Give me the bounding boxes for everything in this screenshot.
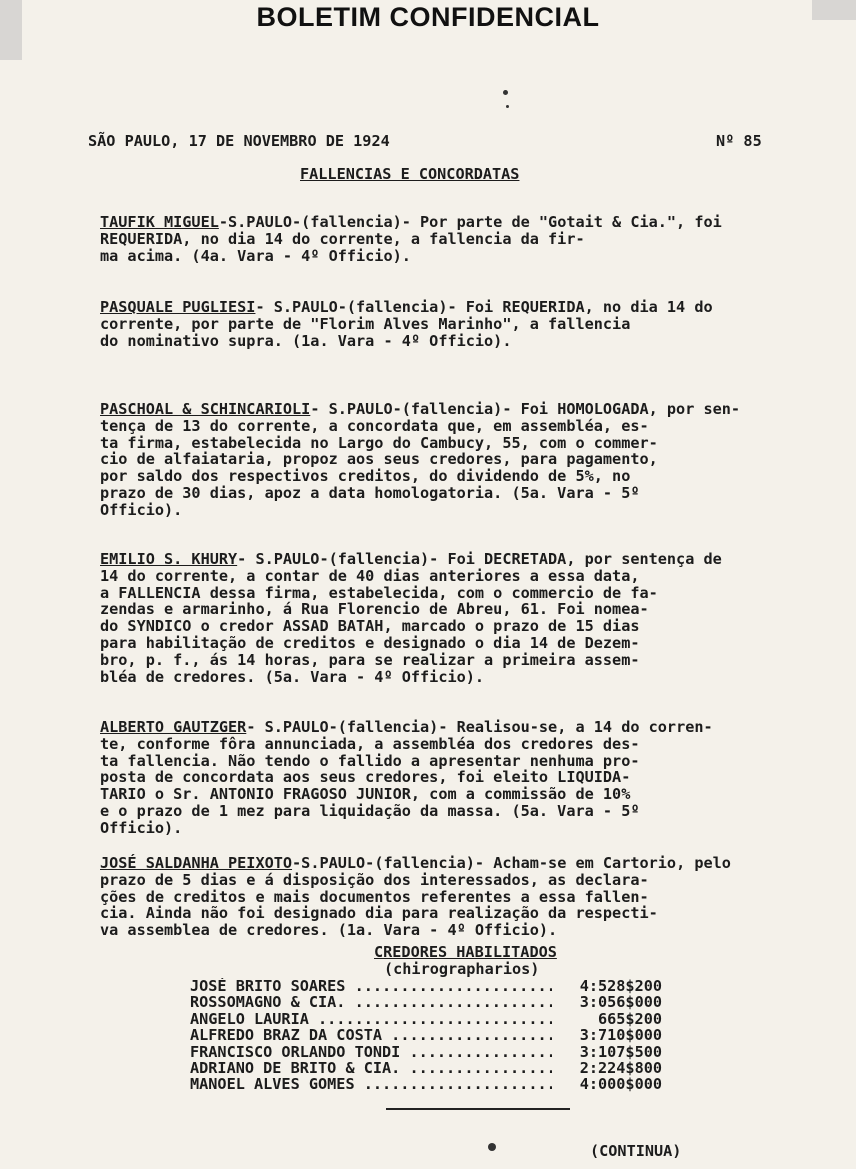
creditor-row [190, 1044, 662, 1060]
section-title: FALLENCIAS E CONCORDATAS [300, 165, 520, 183]
entry-line: prazo de 30 dias, apoz a data homologatoria. (5a. Vara - 5º [100, 483, 640, 502]
entry-line: TARIO o Sr. ANTONIO FRAGOSO JUNIOR, com a commissão de 10% [100, 785, 631, 804]
divider-rule [386, 1108, 570, 1110]
entry-line: posta de concordata aos seus credores, foi eleito LIQUIDA- [100, 768, 631, 787]
entry-line: do nominativo supra. (1a. Vara - 4º Officio). [100, 331, 512, 350]
entry-line: tença de 13 do corrente, a concordata que, em assembléa, es- [100, 416, 649, 435]
entry-line: corrente, por parte de "Florim Alves Marinho", a fallencia [100, 314, 631, 333]
entry-line: ta firma, estabelecida no Largo do Cambucy, 55, com o commer- [100, 433, 658, 452]
entry-name: PASQUALE PUGLIESI [100, 298, 256, 316]
entry-paschoal-schincarioli [100, 401, 820, 519]
entry-name: JOSÉ SALDANHA PEIXOTO [100, 854, 293, 872]
creditor-name: MANOEL ALVES GOMES ..... [190, 1076, 552, 1092]
entry-line: REQUERIDA, no dia 14 do corrente, a fallencia da fir- [100, 229, 585, 248]
creditor-value: 3:056$000 [579, 993, 662, 1012]
entry-alberto-gautzger [100, 719, 820, 837]
creditor-row [190, 1076, 662, 1092]
entry-line: prazo de 5 dias e á disposição dos interessados, as declara- [100, 870, 649, 889]
entry-name: EMILIO S. KHURY [100, 550, 238, 568]
creditor-name: ADRIANO DE BRITO & CIA. ..... [190, 1060, 552, 1076]
creditor-value: 4:528$200 [579, 977, 662, 995]
creditors-title: CREDORES HABILITADOS [374, 943, 557, 961]
entry-line: e o prazo de 1 mez para liquidação da massa. (5a. Vara - 5º [100, 801, 640, 820]
creditor-row [190, 1011, 662, 1027]
ink-mark [506, 105, 509, 108]
entry-pasquale-pugliesi [100, 299, 820, 349]
paper-edge-smudge [812, 0, 856, 20]
entry-first-line: JOSÉ SALDANHA PEIXOTO-S.PAULO-(fallencia)- Acham-se em Cartorio, pelo [100, 854, 731, 872]
entry-first-line: PASQUALE PUGLIESI- S.PAULO-(fallencia)- Foi REQUERIDA, no dia 14 do [100, 298, 713, 316]
entry-first-line: EMILIO S. KHURY- S.PAULO-(fallencia)- Foi DECRETADA, por sentença de [100, 550, 722, 568]
creditor-value: 665$200 [597, 1009, 662, 1028]
entry-jose-saldanha-peixoto [100, 855, 820, 939]
creditor-row [190, 1060, 662, 1076]
entry-line: a FALLENCIA dessa firma, estabelecida, com o commercio de fa- [100, 583, 658, 602]
bulletin-number: Nº 85 [716, 132, 762, 150]
ink-mark [503, 90, 508, 95]
paper-edge-smudge [0, 0, 22, 60]
entry-line: bléa de credores. (5a. Vara - 4º Officio). [100, 667, 485, 686]
entry-first-line: ALBERTO GAUTZGER- S.PAULO-(fallencia)- Realisou-se, a 14 do corren- [100, 718, 713, 736]
entry-first-line: TAUFIK MIGUEL-S.PAULO-(fallencia)- Por parte de "Gotait & Cia.", foi [100, 213, 722, 231]
creditor-name: ROSSOMAGNO & CIA. ..... [190, 994, 552, 1010]
creditor-name: ALFREDO BRAZ DA COSTA ..... [190, 1027, 552, 1043]
entry-line: va assemblea de credores. (1a. Vara - 4º Officio). [100, 921, 558, 940]
entry-name: PASCHOAL & SCHINCARIOLI [100, 400, 311, 418]
document-header: BOLETIM CONFIDENCIAL [256, 2, 600, 32]
creditors-list [190, 978, 662, 1093]
entry-emilio-khury [100, 551, 820, 685]
entry-line: cia. Ainda não foi designado dia para realização da respecti- [100, 904, 658, 923]
creditor-row [190, 978, 662, 994]
creditor-value: 2:224$800 [579, 1058, 662, 1077]
creditor-row [190, 1027, 662, 1043]
entry-first-line: PASCHOAL & SCHINCARIOLI- S.PAULO-(fallencia)- Foi HOMOLOGADA, por sen- [100, 400, 741, 418]
entry-taufik-miguel [100, 214, 820, 264]
creditor-value: 3:107$500 [579, 1042, 662, 1061]
entry-line: por saldo dos respectivos creditos, do dividendo de 5%, no [100, 467, 631, 486]
entry-line: te, conforme fôra annunciada, a assembléa dos credores des- [100, 734, 640, 753]
continua-note: (CONTINUA) [590, 1142, 682, 1160]
entry-line: do SYNDICO o credor ASSAD BATAH, marcado o prazo de 15 dias [100, 617, 640, 636]
dateline: SÃO PAULO, 17 DE NOVEMBRO DE 1924 [88, 132, 390, 150]
entry-line: cio de alfaiataria, propoz aos seus credores, para pagamento, [100, 450, 658, 469]
entry-line: ma acima. (4a. Vara - 4º Officio). [100, 246, 411, 265]
creditor-name: JOSÉ BRITO SOARES ..... [190, 978, 552, 994]
entry-line: ções de creditos e mais documentos referentes a essa fallen- [100, 887, 649, 906]
creditors-subtitle: (chirographarios) [384, 960, 540, 978]
creditor-value: 3:710$000 [579, 1026, 662, 1045]
entry-line: Officio). [100, 818, 183, 837]
entry-line: ta fallencia. Não tendo o fallido a apresentar nenhuma pro- [100, 751, 640, 770]
creditor-value: 4:000$000 [579, 1075, 662, 1094]
entry-name: TAUFIK MIGUEL [100, 213, 219, 231]
entry-line: Officio). [100, 500, 183, 519]
entry-line: zendas e armarinho, á Rua Florencio de Abreu, 61. Foi nomea- [100, 600, 649, 619]
creditor-row [190, 994, 662, 1010]
creditor-name: FRANCISCO ORLANDO TONDI ..... [190, 1044, 552, 1060]
creditor-name: ANGELO LAURIA ..... [190, 1011, 552, 1027]
entry-line: 14 do corrente, a contar de 40 dias anteriores a essa data, [100, 566, 640, 585]
entry-name: ALBERTO GAUTZGER [100, 718, 247, 736]
entry-line: bro, p. f., ás 14 horas, para se realizar a primeira assem- [100, 650, 640, 669]
entry-line: para habilitação de creditos e designado o dia 14 de Dezem- [100, 633, 640, 652]
ink-mark [488, 1143, 496, 1151]
